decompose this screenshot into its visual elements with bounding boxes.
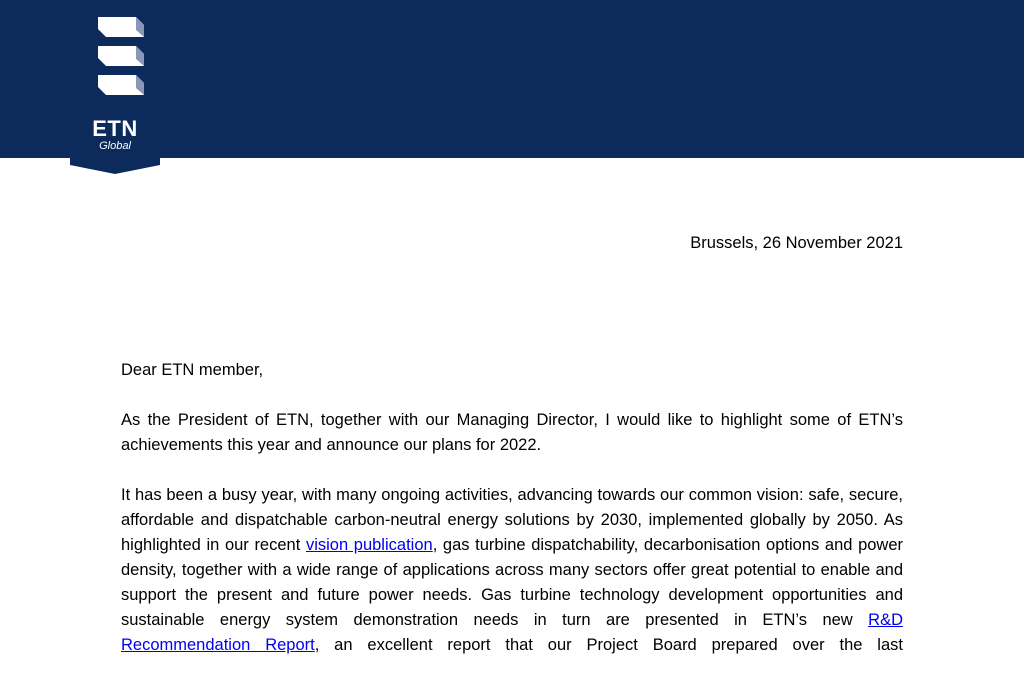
vision-publication-link[interactable]: vision publication bbox=[305, 536, 433, 554]
logo-tagline: Global bbox=[99, 140, 131, 152]
letter-greeting: Dear ETN member, bbox=[121, 361, 264, 379]
paragraph-2-text-a: It has been a busy year, with many ongoing activities, advancing towards our common vision: safe, secure, affordable and dispatchable carbon-neutral energy solutions by 2030, implemented globally by 2050. As highlighted in our recent bbox=[121, 486, 903, 554]
letter-date: Brussels, 26 November 2021 bbox=[690, 234, 903, 252]
paragraph-2-text-b: , gas turbine dispatchability, decarbonisation options and power density, together with a wide range of applications across many sectors offer great potential to enable and support the present and future power needs. Gas turbine technology development opportunities and sustainable energy system demonstration needs in turn are presented in ETN’s new bbox=[121, 536, 904, 629]
logo-name: ETN bbox=[92, 116, 138, 141]
letter-paragraph-2 bbox=[121, 483, 903, 658]
letter-body bbox=[121, 358, 903, 683]
letter-paragraph-1: As the President of ETN, together with our Managing Director, I would like to highlight some of ETN’s achievements this year and announce our plans for 2022. bbox=[121, 411, 903, 454]
rd-recommendation-report-link[interactable]: R&D Recommendation Report bbox=[121, 611, 903, 654]
paragraph-2-text-c: , an excellent report that our Project Board prepared over the last bbox=[314, 636, 903, 654]
